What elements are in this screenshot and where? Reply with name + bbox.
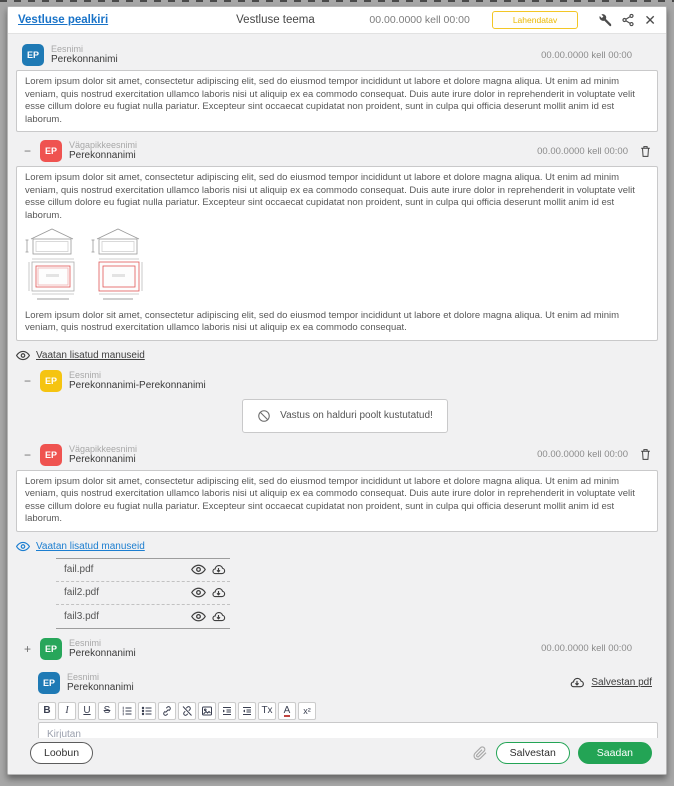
bold-button[interactable]: B bbox=[38, 702, 56, 720]
message-header bbox=[22, 444, 658, 466]
avatar: EP bbox=[38, 672, 60, 694]
close-icon[interactable]: ✕ bbox=[644, 12, 656, 28]
trash-icon[interactable] bbox=[639, 144, 652, 159]
message-header bbox=[22, 638, 658, 660]
attachment-row bbox=[56, 559, 230, 582]
avatar: EP bbox=[40, 370, 62, 392]
download-attachment-icon[interactable] bbox=[211, 563, 226, 576]
attachments-list bbox=[56, 558, 230, 629]
send-button[interactable]: Saadan bbox=[578, 742, 652, 764]
first-name: Vägapikkeesnimi bbox=[69, 443, 138, 454]
preview-attachment-icon[interactable] bbox=[191, 564, 206, 575]
link-button[interactable] bbox=[158, 702, 176, 720]
editor-toolbar bbox=[38, 702, 658, 720]
view-attachments-link[interactable]: Vaatan lisatud manuseid bbox=[16, 541, 658, 552]
selection-dash-border bbox=[0, 0, 674, 2]
link-icon bbox=[161, 705, 173, 717]
save-button[interactable]: Salvestan bbox=[496, 742, 570, 764]
last-name: Perekonnanimi bbox=[69, 453, 136, 465]
message-timestamp: 00.00.0000 kell 00:00 bbox=[537, 145, 628, 157]
attachment-filename: fail.pdf bbox=[64, 564, 94, 575]
message-header bbox=[22, 140, 658, 162]
eye-icon bbox=[16, 541, 30, 552]
italic-button[interactable]: I bbox=[58, 702, 76, 720]
attachment-filename: fail3.pdf bbox=[64, 610, 100, 622]
ordered-list-icon bbox=[121, 705, 133, 717]
ordered-list-button[interactable] bbox=[118, 702, 136, 720]
bullet-list-icon bbox=[141, 705, 153, 717]
conversation-dialog bbox=[7, 6, 667, 775]
superscript-button[interactable]: x² bbox=[298, 702, 316, 720]
message-header bbox=[22, 44, 658, 66]
first-name: Eesnimi bbox=[51, 44, 84, 55]
font-color-button[interactable]: A bbox=[278, 702, 296, 720]
share-icon[interactable] bbox=[621, 13, 635, 27]
last-name: Perekonnanimi bbox=[51, 54, 118, 66]
clear-format-button[interactable]: Tx bbox=[258, 702, 276, 720]
attachment-row bbox=[56, 582, 230, 605]
header-icon-group bbox=[598, 13, 656, 27]
collapse-toggle[interactable]: − bbox=[23, 447, 31, 462]
floorplan-image bbox=[25, 226, 649, 307]
preview-attachment-icon[interactable] bbox=[191, 611, 206, 622]
attachment-filename: fail2.pdf bbox=[64, 587, 100, 598]
last-name: Perekonnanimi bbox=[69, 647, 136, 659]
indent-button[interactable] bbox=[218, 702, 236, 720]
collapse-toggle[interactable]: − bbox=[23, 144, 31, 158]
message-text: Lorem ipsum dolor sit amet, consectetur adipiscing elit, sed do eiusmod tempor incididunt ut labore et dolore magna aliqua. Ut enim ad minim veniam, quis nostrud exercitation ullamco laboris nisi ut aliquip ex ea commodo consequat. Duis aute irure dolor in reprehenderit in voluptate velit esse cillum dolore eu fugiat nulla pariatur. Excepteur sint occaecat cupidatat non proident, sunt in culpa qui officia deserunt mollit anim id est laborum. bbox=[16, 70, 658, 132]
first-name: Eesnimi bbox=[67, 671, 100, 682]
avatar: EP bbox=[40, 638, 62, 660]
message-timestamp: 00.00.0000 kell 00:00 bbox=[541, 643, 632, 654]
preview-attachment-icon[interactable] bbox=[191, 587, 206, 598]
message-text-rich bbox=[16, 166, 658, 341]
avatar: EP bbox=[40, 140, 62, 162]
dialog-header bbox=[8, 7, 666, 34]
rich-text-editor bbox=[38, 702, 658, 739]
outdent-icon bbox=[241, 705, 253, 717]
compose-header bbox=[38, 672, 658, 694]
last-name: Perekonnanimi bbox=[69, 150, 136, 162]
message-paragraph: Lorem ipsum dolor sit amet, consectetur adipiscing elit, sed do eiusmod tempor incididunt ut labore et dolore magna aliqua. Ut enim ad minim veniam, quis nostrud exercitation ullamco laboris nisi ut aliquip ex ea commodo consequat. bbox=[25, 309, 620, 333]
deleted-reply-notice: Vastus on halduri poolt kustutatud! bbox=[242, 399, 448, 433]
first-name: Vägapikkeesnimi bbox=[69, 140, 138, 151]
status-button[interactable]: Lahendatav bbox=[492, 11, 578, 29]
download-attachment-icon[interactable] bbox=[211, 586, 226, 599]
dialog-footer bbox=[8, 738, 666, 774]
unlink-button[interactable] bbox=[178, 702, 196, 720]
wrench-icon[interactable] bbox=[598, 13, 612, 27]
last-name: Perekonnanimi bbox=[67, 681, 134, 693]
attachment-row bbox=[56, 605, 230, 628]
view-attachments-link[interactable]: Vaatan lisatud manuseid bbox=[16, 350, 658, 361]
last-name: Perekonnanimi-Perekonnanimi bbox=[69, 379, 206, 391]
avatar: EP bbox=[40, 444, 62, 466]
message-header bbox=[22, 370, 658, 392]
cloud-download-icon bbox=[569, 676, 585, 689]
message-timestamp: 00.00.0000 kell 00:00 bbox=[537, 449, 628, 460]
message-timestamp: 00.00.0000 kell 00:00 bbox=[541, 49, 632, 61]
trash-icon[interactable] bbox=[639, 447, 652, 462]
save-pdf-link[interactable]: Salvestan pdf bbox=[569, 676, 652, 689]
cancel-button[interactable]: Loobun bbox=[30, 742, 93, 764]
avatar: EP bbox=[22, 44, 44, 66]
image-icon bbox=[201, 705, 213, 717]
message-paragraph: Lorem ipsum dolor sit amet, consectetur adipiscing elit, sed do eiusmod tempor incididunt ut labore et dolore magna aliqua. Ut enim ad minim veniam, quis nostrud exercitation ullamco laboris nisi ut aliquip ex ea commodo consequat. Duis aute irure dolor in reprehenderit in voluptate velit esse cillum dolore eu fugiat nulla pariatur. Excepteur sint occaecat cupidatat non proident, sunt in culpa qui officia deserunt mollit anim id est laborum. bbox=[25, 172, 635, 221]
first-name: Eesnimi bbox=[69, 369, 102, 380]
indent-icon bbox=[221, 705, 233, 717]
collapse-toggle[interactable]: − bbox=[23, 373, 31, 388]
conversation-topic: Vestluse teema bbox=[236, 14, 315, 26]
header-datetime: 00.00.0000 kell 00:00 bbox=[369, 14, 470, 26]
unlink-icon bbox=[181, 705, 193, 717]
conversation-body bbox=[8, 34, 666, 738]
eye-icon bbox=[16, 350, 30, 361]
conversation-title-link[interactable]: Vestluse pealkiri bbox=[18, 14, 109, 26]
insert-image-button[interactable] bbox=[198, 702, 216, 720]
strikethrough-button[interactable]: S bbox=[98, 702, 116, 720]
expand-toggle[interactable]: + bbox=[23, 641, 31, 656]
paperclip-icon[interactable] bbox=[472, 745, 488, 761]
first-name: Eesnimi bbox=[69, 637, 102, 648]
outdent-button[interactable] bbox=[238, 702, 256, 720]
download-attachment-icon[interactable] bbox=[211, 610, 226, 623]
message-input[interactable]: Kirjutan bbox=[38, 722, 658, 739]
message-text: Lorem ipsum dolor sit amet, consectetur adipiscing elit, sed do eiusmod tempor incididunt ut labore et dolore magna aliqua. Ut enim ad minim veniam, quis nostrud exercitation ullamco laboris nisi ut aliquip ex ea commodo consequat. Duis aute irure dolor in reprehenderit in voluptate velit esse cillum dolore eu fugiat nulla pariatur. Excepteur sint occaecat cupidatat non proident, sunt in culpa qui officia deserunt mollit anim id est laborum. bbox=[16, 470, 658, 532]
bullet-list-button[interactable] bbox=[138, 702, 156, 720]
underline-button[interactable]: U bbox=[78, 702, 96, 720]
prohibited-icon bbox=[257, 409, 271, 423]
